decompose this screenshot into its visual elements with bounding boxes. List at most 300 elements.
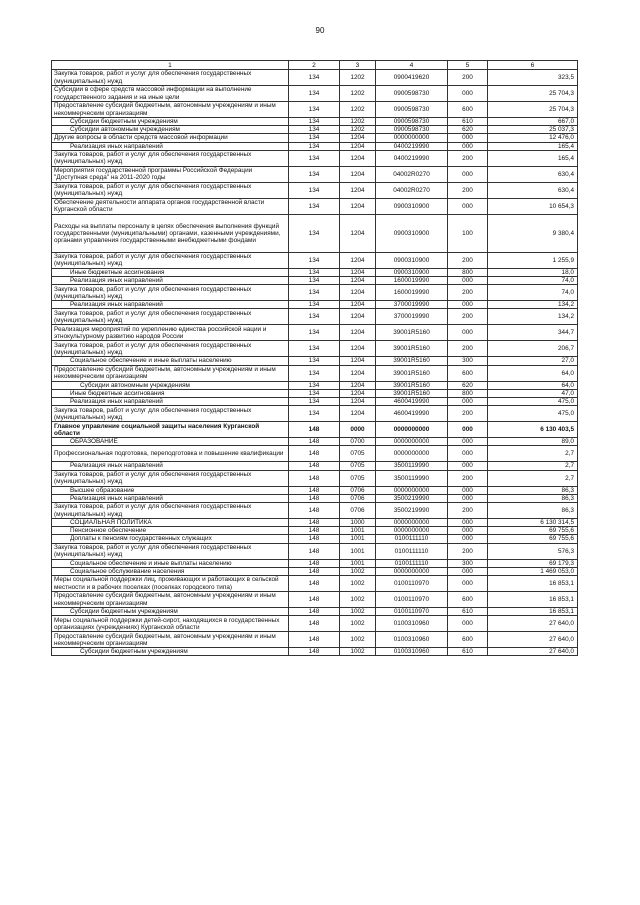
row-target-article-cell: 04002R0270 — [376, 166, 448, 182]
row-section-code-cell: 1002 — [340, 608, 376, 616]
row-expense-type-cell: 000 — [448, 616, 488, 632]
table-row — [52, 214, 578, 252]
table-row — [52, 70, 578, 86]
row-amount-cell: 64,0 — [488, 365, 578, 381]
row-amount-cell: 9 380,4 — [488, 214, 578, 252]
row-section-code-cell: 1202 — [340, 102, 376, 118]
row-admin-code-cell: 134 — [289, 134, 340, 142]
row-name-cell: Закупка товаров, работ и услуг для обеспечения государственных (муниципальных) нужд — [52, 406, 289, 422]
row-section-code-cell: 1204 — [340, 357, 376, 365]
row-expense-type-cell: 000 — [448, 576, 488, 592]
row-amount-cell: 165,4 — [488, 142, 578, 150]
row-admin-code-cell: 134 — [289, 365, 340, 381]
row-name-cell: Меры социальной поддержки лиц, проживающих и работающих в сельской местности и в рабочих поселках (поселках городского типа) — [52, 576, 289, 592]
row-admin-code-cell: 148 — [289, 576, 340, 592]
row-name-cell: Другие вопросы в области средств массовой информации — [52, 134, 289, 142]
row-admin-code-cell: 148 — [289, 422, 340, 438]
row-section-code-cell: 1002 — [340, 632, 376, 648]
row-section-code-cell: 1202 — [340, 70, 376, 86]
row-expense-type-cell: 000 — [448, 398, 488, 406]
table-row — [52, 535, 578, 543]
row-section-code-cell: 1204 — [340, 150, 376, 166]
row-expense-type-cell: 000 — [448, 462, 488, 470]
row-name-cell: Иные бюджетные ассигнования — [52, 268, 289, 276]
row-target-article-cell: 0900310900 — [376, 198, 448, 214]
row-admin-code-cell: 148 — [289, 559, 340, 567]
row-name-cell: Расходы на выплаты персоналу в целях обеспечения выполнения функций государственными (муниципальными) органами, казенными учреждениями, органами управления государственными внебюджетными фондами — [52, 214, 289, 252]
row-section-code-cell: 0700 — [340, 438, 376, 446]
row-admin-code-cell: 134 — [289, 389, 340, 397]
table-row — [52, 325, 578, 341]
row-section-code-cell: 1204 — [340, 398, 376, 406]
row-amount-cell: 475,0 — [488, 398, 578, 406]
column-number: 2 — [289, 61, 340, 70]
row-amount-cell: 2,7 — [488, 446, 578, 462]
row-admin-code-cell: 134 — [289, 70, 340, 86]
row-target-article-cell: 0400219990 — [376, 142, 448, 150]
row-expense-type-cell: 000 — [448, 134, 488, 142]
row-expense-type-cell: 200 — [448, 406, 488, 422]
table-row — [52, 422, 578, 438]
row-admin-code-cell: 134 — [289, 325, 340, 341]
row-expense-type-cell: 610 — [448, 118, 488, 126]
row-target-article-cell: 0000000000 — [376, 422, 448, 438]
row-amount-cell: 1 469 053,0 — [488, 567, 578, 575]
row-admin-code-cell: 148 — [289, 519, 340, 527]
row-section-code-cell: 1204 — [340, 142, 376, 150]
row-amount-cell: 2,7 — [488, 470, 578, 486]
row-section-code-cell: 1001 — [340, 535, 376, 543]
row-amount-cell: 16 853,1 — [488, 576, 578, 592]
table-row — [52, 357, 578, 365]
row-expense-type-cell: 600 — [448, 102, 488, 118]
row-admin-code-cell: 134 — [289, 268, 340, 276]
row-amount-cell: 630,4 — [488, 166, 578, 182]
row-expense-type-cell: 000 — [448, 438, 488, 446]
table-body — [52, 70, 578, 656]
row-amount-cell: 69 179,3 — [488, 559, 578, 567]
row-name-cell: Закупка товаров, работ и услуг для обеспечения государственных (муниципальных) нужд — [52, 70, 289, 86]
row-target-article-cell: 0900310900 — [376, 268, 448, 276]
row-amount-cell: 47,0 — [488, 389, 578, 397]
row-admin-code-cell: 148 — [289, 438, 340, 446]
row-admin-code-cell: 134 — [289, 406, 340, 422]
row-target-article-cell: 3500219990 — [376, 494, 448, 502]
row-amount-cell: 27 640,0 — [488, 632, 578, 648]
row-name-cell: Мероприятия государственной программы Российской Федерации "Доступная среда" на 2011-2020 годы — [52, 166, 289, 182]
row-name-cell: Социальное обеспечение и иные выплаты населению — [52, 559, 289, 567]
row-amount-cell: 10 654,3 — [488, 198, 578, 214]
row-expense-type-cell: 200 — [448, 470, 488, 486]
row-admin-code-cell: 148 — [289, 592, 340, 608]
row-target-article-cell: 39001R5160 — [376, 341, 448, 357]
row-section-code-cell: 1002 — [340, 616, 376, 632]
table-row — [52, 567, 578, 575]
row-expense-type-cell: 800 — [448, 268, 488, 276]
row-admin-code-cell: 134 — [289, 301, 340, 309]
row-section-code-cell: 0706 — [340, 486, 376, 494]
row-name-cell: Субсидии бюджетным учреждениям — [52, 118, 289, 126]
row-admin-code-cell: 148 — [289, 567, 340, 575]
row-amount-cell: 16 853,1 — [488, 608, 578, 616]
table-row — [52, 462, 578, 470]
table-row — [52, 632, 578, 648]
row-expense-type-cell: 610 — [448, 608, 488, 616]
row-amount-cell: 27 640,0 — [488, 616, 578, 632]
row-name-cell: Закупка товаров, работ и услуг для обеспечения государственных (муниципальных) нужд — [52, 503, 289, 519]
row-target-article-cell: 0400219990 — [376, 150, 448, 166]
row-target-article-cell: 0100110970 — [376, 608, 448, 616]
row-section-code-cell: 0706 — [340, 494, 376, 502]
row-section-code-cell: 1204 — [340, 182, 376, 198]
table-row — [52, 142, 578, 150]
row-amount-cell: 165,4 — [488, 150, 578, 166]
row-amount-cell: 576,3 — [488, 543, 578, 559]
row-section-code-cell: 1202 — [340, 126, 376, 134]
row-amount-cell: 27 640,0 — [488, 648, 578, 656]
row-target-article-cell: 0000000000 — [376, 527, 448, 535]
row-section-code-cell: 1000 — [340, 519, 376, 527]
table-row — [52, 406, 578, 422]
row-section-code-cell: 1204 — [340, 166, 376, 182]
row-name-cell: Профессиональная подготовка, переподготовка и повышение квалификации — [52, 446, 289, 462]
row-target-article-cell: 39001R5160 — [376, 357, 448, 365]
row-name-cell: ОБРАЗОВАНИЕ — [52, 438, 289, 446]
row-section-code-cell: 1204 — [340, 198, 376, 214]
row-name-cell: Высшее образование — [52, 486, 289, 494]
column-number: 3 — [340, 61, 376, 70]
row-section-code-cell: 1204 — [340, 341, 376, 357]
row-target-article-cell: 0000000000 — [376, 134, 448, 142]
row-admin-code-cell: 148 — [289, 616, 340, 632]
row-section-code-cell: 1204 — [340, 406, 376, 422]
row-amount-cell: 25 704,3 — [488, 102, 578, 118]
row-name-cell: Реализация иных направлений — [52, 301, 289, 309]
table-row — [52, 166, 578, 182]
row-section-code-cell: 1204 — [340, 325, 376, 341]
row-target-article-cell: 39001R5160 — [376, 325, 448, 341]
row-section-code-cell: 1001 — [340, 559, 376, 567]
row-expense-type-cell: 600 — [448, 632, 488, 648]
table-row — [52, 446, 578, 462]
row-target-article-cell: 0100111110 — [376, 543, 448, 559]
table-row — [52, 648, 578, 656]
row-admin-code-cell: 134 — [289, 341, 340, 357]
row-amount-cell: 323,5 — [488, 70, 578, 86]
row-target-article-cell: 0100310960 — [376, 648, 448, 656]
row-section-code-cell: 1204 — [340, 365, 376, 381]
row-admin-code-cell: 134 — [289, 398, 340, 406]
row-amount-cell: 630,4 — [488, 182, 578, 198]
table-row — [52, 252, 578, 268]
row-name-cell: Иные бюджетные ассигнования — [52, 389, 289, 397]
row-admin-code-cell: 148 — [289, 535, 340, 543]
row-expense-type-cell: 000 — [448, 166, 488, 182]
budget-table-container — [51, 60, 577, 656]
row-amount-cell: 134,2 — [488, 309, 578, 325]
row-target-article-cell: 0900310900 — [376, 214, 448, 252]
row-admin-code-cell: 134 — [289, 166, 340, 182]
table-row — [52, 268, 578, 276]
row-admin-code-cell: 148 — [289, 648, 340, 656]
row-amount-cell: 206,7 — [488, 341, 578, 357]
row-name-cell: Реализация мероприятий по укреплению единства российской нации и этнокультурному развитию народов России — [52, 325, 289, 341]
row-admin-code-cell: 148 — [289, 494, 340, 502]
table-row — [52, 365, 578, 381]
row-section-code-cell: 1204 — [340, 214, 376, 252]
row-admin-code-cell: 134 — [289, 182, 340, 198]
row-amount-cell: 16 853,1 — [488, 592, 578, 608]
row-section-code-cell: 1204 — [340, 389, 376, 397]
row-target-article-cell: 0900310900 — [376, 252, 448, 268]
table-row — [52, 608, 578, 616]
row-amount-cell: 25 037,3 — [488, 126, 578, 134]
row-target-article-cell: 4600419990 — [376, 406, 448, 422]
row-expense-type-cell: 620 — [448, 126, 488, 134]
row-section-code-cell: 0705 — [340, 462, 376, 470]
row-target-article-cell: 39001R5160 — [376, 365, 448, 381]
row-name-cell: Закупка товаров, работ и услуг для обеспечения государственных (муниципальных) нужд — [52, 309, 289, 325]
row-name-cell: Субсидии в сфере средств массовой информации на выполнение государственного задания и на иные цели — [52, 86, 289, 102]
row-target-article-cell: 39001R5160 — [376, 381, 448, 389]
row-amount-cell: 27,0 — [488, 357, 578, 365]
row-target-article-cell: 4600419990 — [376, 398, 448, 406]
row-amount-cell: 134,2 — [488, 301, 578, 309]
row-name-cell: Субсидии бюджетным учреждениям — [52, 608, 289, 616]
row-section-code-cell: 0000 — [340, 422, 376, 438]
row-target-article-cell: 0900598730 — [376, 86, 448, 102]
row-admin-code-cell: 134 — [289, 277, 340, 285]
row-amount-cell: 86,3 — [488, 486, 578, 494]
row-target-article-cell: 0000000000 — [376, 567, 448, 575]
column-number-row — [52, 61, 578, 70]
row-target-article-cell: 3700019990 — [376, 309, 448, 325]
row-target-article-cell: 0000000000 — [376, 438, 448, 446]
row-expense-type-cell: 000 — [448, 486, 488, 494]
row-name-cell: Закупка товаров, работ и услуг для обеспечения государственных (муниципальных) нужд — [52, 182, 289, 198]
row-target-article-cell: 0000000000 — [376, 519, 448, 527]
row-expense-type-cell: 000 — [448, 527, 488, 535]
row-expense-type-cell: 300 — [448, 357, 488, 365]
row-name-cell: Доплаты к пенсиям государственных служащих — [52, 535, 289, 543]
row-name-cell: Предоставление субсидий бюджетным, автономным учреждениям и иным некоммерческим организациям — [52, 632, 289, 648]
row-name-cell: СОЦИАЛЬНАЯ ПОЛИТИКА — [52, 519, 289, 527]
row-target-article-cell: 0900598730 — [376, 102, 448, 118]
row-admin-code-cell: 134 — [289, 214, 340, 252]
row-name-cell: Закупка товаров, работ и услуг для обеспечения государственных (муниципальных) нужд — [52, 150, 289, 166]
row-name-cell: Обеспечение деятельности аппарата органов государственной власти Курганской области — [52, 198, 289, 214]
table-row — [52, 301, 578, 309]
row-target-article-cell: 3500219990 — [376, 503, 448, 519]
row-target-article-cell: 0000000000 — [376, 486, 448, 494]
row-amount-cell: 6 130 403,5 — [488, 422, 578, 438]
table-row — [52, 527, 578, 535]
row-target-article-cell: 0900598730 — [376, 118, 448, 126]
row-admin-code-cell: 134 — [289, 118, 340, 126]
row-amount-cell: 1 255,9 — [488, 252, 578, 268]
row-admin-code-cell: 148 — [289, 527, 340, 535]
row-section-code-cell: 1202 — [340, 118, 376, 126]
row-admin-code-cell: 134 — [289, 357, 340, 365]
row-expense-type-cell: 610 — [448, 648, 488, 656]
row-amount-cell: 86,3 — [488, 503, 578, 519]
row-amount-cell: 64,0 — [488, 381, 578, 389]
row-section-code-cell: 1202 — [340, 86, 376, 102]
row-amount-cell: 74,0 — [488, 285, 578, 301]
table-row — [52, 389, 578, 397]
row-admin-code-cell: 134 — [289, 198, 340, 214]
table-row — [52, 486, 578, 494]
row-amount-cell: 344,7 — [488, 325, 578, 341]
row-expense-type-cell: 200 — [448, 285, 488, 301]
row-expense-type-cell: 000 — [448, 567, 488, 575]
row-name-cell: Социальное обслуживание населения — [52, 567, 289, 575]
row-admin-code-cell: 148 — [289, 446, 340, 462]
row-name-cell: Социальное обеспечение и иные выплаты населению — [52, 357, 289, 365]
row-expense-type-cell: 600 — [448, 592, 488, 608]
row-section-code-cell: 1204 — [340, 309, 376, 325]
row-amount-cell: 12 476,0 — [488, 134, 578, 142]
row-expense-type-cell: 200 — [448, 70, 488, 86]
row-expense-type-cell: 300 — [448, 559, 488, 567]
row-expense-type-cell: 200 — [448, 182, 488, 198]
row-name-cell: Закупка товаров, работ и услуг для обеспечения государственных (муниципальных) нужд — [52, 543, 289, 559]
row-expense-type-cell: 600 — [448, 365, 488, 381]
row-name-cell: Предоставление субсидий бюджетным, автономным учреждениям и иным некоммерческим организациям — [52, 592, 289, 608]
table-row — [52, 494, 578, 502]
row-expense-type-cell: 000 — [448, 494, 488, 502]
row-name-cell: Реализация иных направлений — [52, 494, 289, 502]
row-section-code-cell: 1002 — [340, 648, 376, 656]
row-section-code-cell: 1001 — [340, 543, 376, 559]
column-number: 4 — [376, 61, 448, 70]
row-target-article-cell: 3500119990 — [376, 470, 448, 486]
table-row — [52, 592, 578, 608]
row-target-article-cell: 04002R0270 — [376, 182, 448, 198]
row-amount-cell: 475,0 — [488, 406, 578, 422]
row-amount-cell: 2,7 — [488, 462, 578, 470]
row-section-code-cell: 1002 — [340, 576, 376, 592]
row-amount-cell: 667,0 — [488, 118, 578, 126]
row-amount-cell: 18,0 — [488, 268, 578, 276]
table-row — [52, 470, 578, 486]
row-admin-code-cell: 148 — [289, 462, 340, 470]
row-target-article-cell: 0900419620 — [376, 70, 448, 86]
row-amount-cell: 25 704,3 — [488, 86, 578, 102]
table-row — [52, 438, 578, 446]
row-expense-type-cell: 000 — [448, 86, 488, 102]
row-amount-cell: 69 755,6 — [488, 535, 578, 543]
row-section-code-cell: 1204 — [340, 301, 376, 309]
table-row — [52, 134, 578, 142]
row-section-code-cell: 1204 — [340, 381, 376, 389]
row-amount-cell: 89,0 — [488, 438, 578, 446]
row-admin-code-cell: 134 — [289, 102, 340, 118]
table-row — [52, 102, 578, 118]
row-target-article-cell: 0100310960 — [376, 632, 448, 648]
row-name-cell: Главное управление социальной защиты населения Курганской области — [52, 422, 289, 438]
budget-table — [51, 60, 578, 656]
row-expense-type-cell: 100 — [448, 214, 488, 252]
row-admin-code-cell: 134 — [289, 86, 340, 102]
row-section-code-cell: 0705 — [340, 446, 376, 462]
row-expense-type-cell: 200 — [448, 150, 488, 166]
table-row — [52, 576, 578, 592]
table-row — [52, 86, 578, 102]
row-target-article-cell: 3700019990 — [376, 301, 448, 309]
row-expense-type-cell: 200 — [448, 309, 488, 325]
row-expense-type-cell: 000 — [448, 198, 488, 214]
row-admin-code-cell: 148 — [289, 486, 340, 494]
row-target-article-cell: 0100111110 — [376, 535, 448, 543]
row-section-code-cell: 1204 — [340, 285, 376, 301]
row-name-cell: Предоставление субсидий бюджетным, автономным учреждениям и иным некоммерческим организациям — [52, 102, 289, 118]
column-number: 6 — [488, 61, 578, 70]
table-row — [52, 118, 578, 126]
row-target-article-cell: 39001R5160 — [376, 389, 448, 397]
row-name-cell: Субсидии бюджетным учреждениям — [52, 648, 289, 656]
row-target-article-cell: 0900598730 — [376, 126, 448, 134]
row-admin-code-cell: 134 — [289, 309, 340, 325]
row-admin-code-cell: 148 — [289, 543, 340, 559]
table-row — [52, 309, 578, 325]
row-expense-type-cell: 200 — [448, 543, 488, 559]
row-section-code-cell: 1002 — [340, 592, 376, 608]
table-row — [52, 341, 578, 357]
row-section-code-cell: 1204 — [340, 134, 376, 142]
row-section-code-cell: 1204 — [340, 277, 376, 285]
row-target-article-cell: 0100110970 — [376, 576, 448, 592]
row-name-cell: Субсидии автономным учреждениям — [52, 381, 289, 389]
row-admin-code-cell: 134 — [289, 126, 340, 134]
row-name-cell: Закупка товаров, работ и услуг для обеспечения государственных (муниципальных) нужд — [52, 285, 289, 301]
row-admin-code-cell: 148 — [289, 503, 340, 519]
row-target-article-cell: 0100111110 — [376, 559, 448, 567]
page-number: 90 — [315, 26, 325, 35]
row-amount-cell: 69 755,6 — [488, 527, 578, 535]
row-expense-type-cell: 620 — [448, 381, 488, 389]
table-row — [52, 182, 578, 198]
row-amount-cell: 74,0 — [488, 277, 578, 285]
row-name-cell: Закупка товаров, работ и услуг для обеспечения государственных (муниципальных) нужд — [52, 252, 289, 268]
row-name-cell: Закупка товаров, работ и услуг для обеспечения государственных (муниципальных) нужд — [52, 470, 289, 486]
row-name-cell: Реализация иных направлений — [52, 277, 289, 285]
row-target-article-cell: 0100310960 — [376, 616, 448, 632]
row-admin-code-cell: 148 — [289, 470, 340, 486]
row-expense-type-cell: 800 — [448, 389, 488, 397]
row-expense-type-cell: 000 — [448, 422, 488, 438]
row-expense-type-cell: 000 — [448, 142, 488, 150]
row-admin-code-cell: 148 — [289, 608, 340, 616]
table-row — [52, 503, 578, 519]
column-number: 5 — [448, 61, 488, 70]
table-row — [52, 381, 578, 389]
row-name-cell: Реализация иных направлений — [52, 398, 289, 406]
row-section-code-cell: 1001 — [340, 527, 376, 535]
table-row — [52, 398, 578, 406]
row-section-code-cell: 1204 — [340, 268, 376, 276]
row-admin-code-cell: 134 — [289, 285, 340, 301]
table-row — [52, 198, 578, 214]
row-name-cell: Реализация иных направлений — [52, 462, 289, 470]
table-row — [52, 277, 578, 285]
row-name-cell: Предоставление субсидий бюджетным, автономным учреждениям и иным некоммерческим организациям — [52, 365, 289, 381]
row-target-article-cell: 0100110970 — [376, 592, 448, 608]
table-row — [52, 543, 578, 559]
row-name-cell: Субсидии автономным учреждениям — [52, 126, 289, 134]
column-number: 1 — [52, 61, 289, 70]
row-expense-type-cell: 000 — [448, 446, 488, 462]
